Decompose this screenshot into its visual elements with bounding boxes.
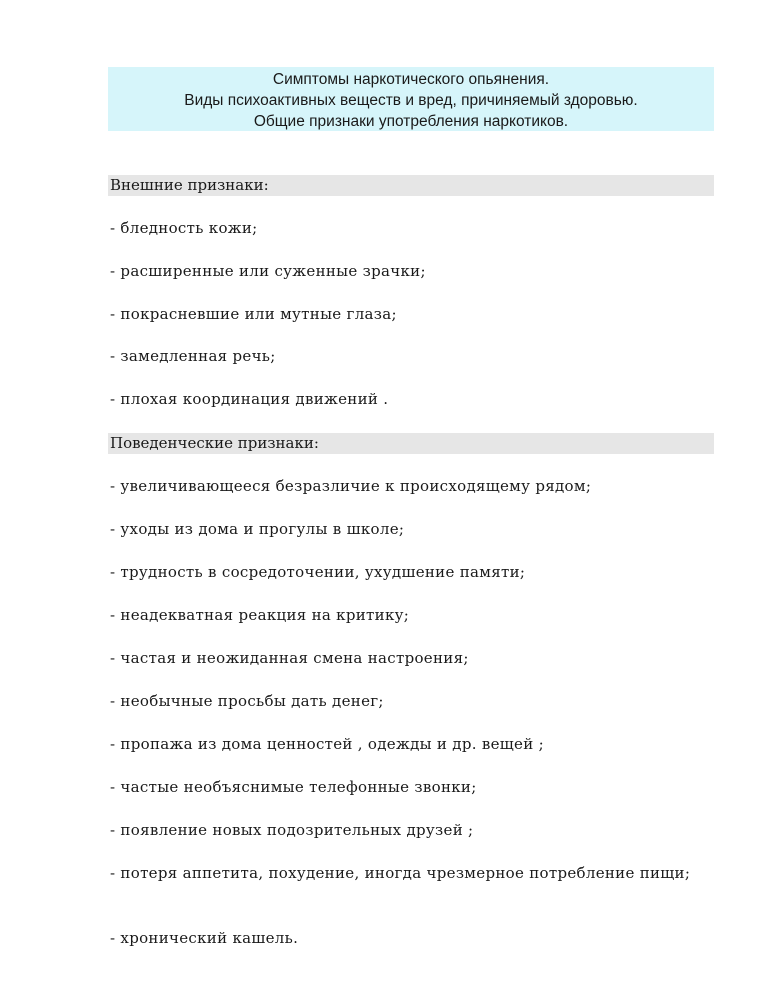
list-item: - необычные просьбы дать денег; [110,692,384,710]
list-item: - хронический кашель. [110,929,299,947]
behavioral-signs-heading: Поведенческие признаки: [108,433,714,454]
list-item: - частая и неожиданная смена настроения; [110,649,469,667]
title-block [108,67,714,131]
list-item: - пропажа из дома ценностей , одежды и др. вещей ; [110,735,544,753]
title-line-3: Общие признаки употребления наркотиков. [253,113,569,130]
external-signs-heading: Внешние признаки: [108,175,714,196]
list-item: - замедленная речь; [110,347,276,365]
list-item: - неадекватная реакция на критику; [110,606,410,624]
list-item: - плохая координация движений . [110,390,389,408]
list-item: - потеря аппетита, похудение, иногда чрезмерное потребление пищи; [110,864,691,882]
list-item: - появление новых подозрительных друзей ; [110,821,474,839]
title-line-1: Симптомы наркотического опьянения. [272,71,550,88]
title-line-2: Виды психоактивных веществ и вред, причиняемый здоровью. [184,92,638,109]
list-item: - расширенные или суженные зрачки; [110,262,426,280]
list-item: - уходы из дома и прогулы в школе; [110,520,405,538]
list-item: - частые необъяснимые телефонные звонки; [110,778,477,796]
list-item: - бледность кожи; [110,219,258,237]
list-item: - увеличивающееся безразличие к происходящему рядом; [110,477,592,495]
list-item: - покрасневшие или мутные глаза; [110,305,397,323]
list-item: - трудность в сосредоточении, ухудшение памяти; [110,563,526,581]
